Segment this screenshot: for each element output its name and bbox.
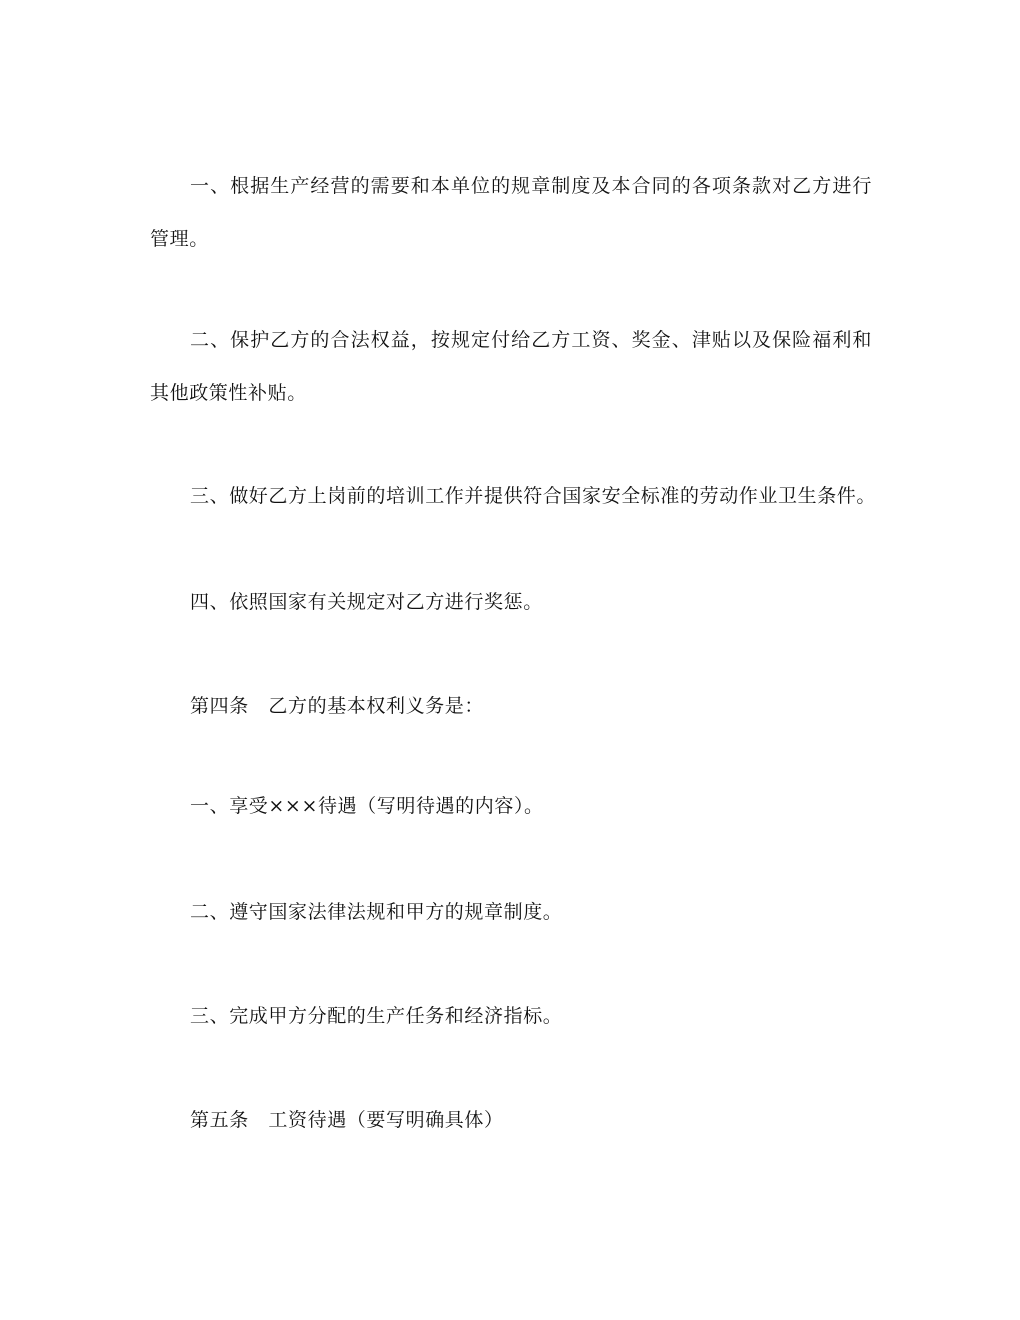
employee-duty-2-obey-law: 二、遵守国家法律法规和甲方的规章制度。 [190,901,563,923]
article-4-heading: 第四条 乙方的基本权利义务是： [190,695,485,717]
employee-right-1-treatment: 一、享受×××待遇（写明待遇的内容）。 [190,795,544,817]
article-5-heading: 第五条 工资待遇（要写明确具体） [190,1109,504,1131]
employer-duty-1-management: 一、根据生产经营的需要和本单位的规章制度及本合同的各项条款对乙方进行管理。 [150,175,872,250]
employer-duty-2-protect-rights: 二、保护乙方的合法权益，按规定付给乙方工资、奖金、津贴以及保险福利和其他政策性补贴。 [150,329,872,404]
employee-duty-3-complete-tasks: 三、完成甲方分配的生产任务和经济指标。 [190,1005,563,1027]
employer-duty-4-rewards: 四、依照国家有关规定对乙方进行奖惩。 [190,591,543,613]
employer-duty-3-training: 三、做好乙方上岗前的培训工作并提供符合国家安全标准的劳动作业卫生条件。 [190,485,877,507]
